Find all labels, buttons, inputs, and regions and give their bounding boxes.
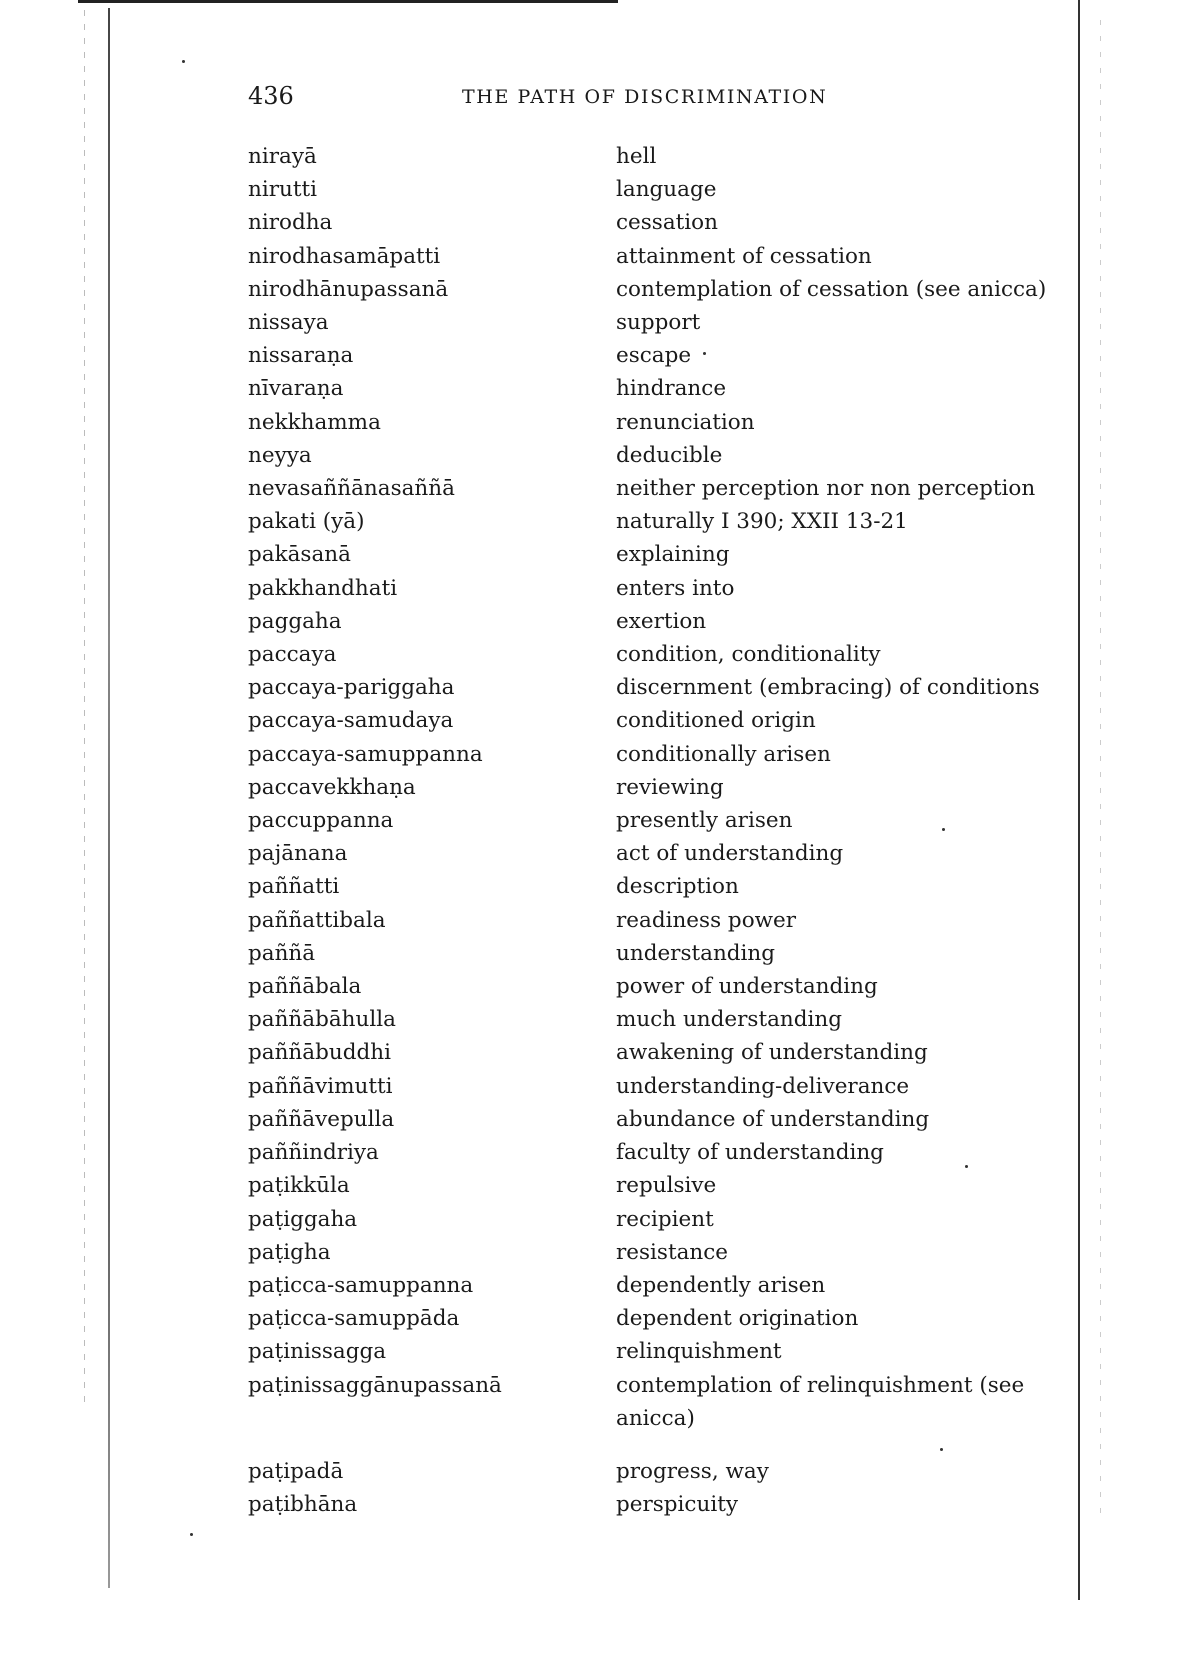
english-definition: abundance of understanding bbox=[616, 1106, 930, 1132]
english-definition: conditionally arisen bbox=[616, 741, 831, 767]
glossary-entry bbox=[248, 306, 1068, 339]
pali-term: paṭicca-samuppāda bbox=[248, 1306, 460, 1332]
glossary-entry bbox=[248, 505, 1068, 538]
glossary-entry bbox=[248, 704, 1068, 737]
glossary-entry bbox=[248, 273, 1068, 306]
pali-term: paṭikkūla bbox=[248, 1173, 350, 1199]
glossary-entry bbox=[248, 738, 1068, 771]
pali-term: pakāsanā bbox=[248, 542, 351, 568]
pali-term: paññāvepulla bbox=[248, 1106, 395, 1132]
pali-term: paggaha bbox=[248, 608, 342, 634]
pali-term: paccaya-samudaya bbox=[248, 708, 454, 734]
running-title: THE PATH OF DISCRIMINATION bbox=[462, 86, 828, 108]
pali-term: paññābāhulla bbox=[248, 1007, 396, 1033]
pali-term: paññāvimutti bbox=[248, 1073, 393, 1099]
english-definition: understanding-deliverance bbox=[616, 1073, 910, 1099]
english-definition: cessation bbox=[616, 210, 718, 236]
pali-term: paññā bbox=[248, 940, 316, 966]
english-definition: reviewing bbox=[616, 774, 724, 800]
pali-term: paccaya-pariggaha bbox=[248, 675, 455, 701]
english-definition: hindrance bbox=[616, 376, 727, 402]
glossary-entry bbox=[248, 1103, 1068, 1136]
glossary-entry bbox=[248, 837, 1068, 870]
scan-edge-left-faint bbox=[84, 10, 85, 1410]
pali-term: paṭinissaggānupassanā bbox=[248, 1372, 502, 1398]
glossary-entry bbox=[248, 140, 1068, 173]
scan-edge-left bbox=[108, 8, 110, 1588]
glossary-entry bbox=[248, 1488, 1068, 1521]
scan-edge-top bbox=[78, 0, 618, 3]
glossary-entry bbox=[248, 1003, 1068, 1036]
glossary-entry bbox=[248, 1203, 1068, 1236]
glossary-entry bbox=[248, 572, 1068, 605]
english-definition: faculty of understanding bbox=[616, 1140, 884, 1166]
english-definition: recipient bbox=[616, 1206, 714, 1232]
scan-speck bbox=[182, 60, 185, 63]
glossary-entry bbox=[248, 1269, 1068, 1302]
glossary-entry bbox=[248, 1335, 1068, 1368]
english-definition: progress, way bbox=[616, 1458, 769, 1484]
glossary-entry bbox=[248, 240, 1068, 273]
pali-term: nevasaññānasaññā bbox=[248, 476, 455, 502]
pali-term: paṭinissagga bbox=[248, 1339, 387, 1365]
glossary-list bbox=[248, 140, 1068, 1521]
english-definition: attainment of cessation bbox=[616, 243, 872, 269]
pali-term: pakati (yā) bbox=[248, 509, 365, 535]
pali-term: paññābuddhi bbox=[248, 1040, 391, 1066]
pali-term: paṭicca-samuppanna bbox=[248, 1272, 474, 1298]
pali-term: pajānana bbox=[248, 841, 348, 867]
english-definition: neither perception nor non perception bbox=[616, 476, 1036, 502]
english-definition: deducible bbox=[616, 442, 723, 468]
english-definition: repulsive bbox=[616, 1173, 717, 1199]
glossary-entry bbox=[248, 1070, 1068, 1103]
pali-term: nirodhānupassanā bbox=[248, 276, 449, 302]
pali-term: paccavekkhaṇa bbox=[248, 774, 416, 800]
glossary-entry bbox=[248, 406, 1068, 439]
glossary-entry bbox=[248, 870, 1068, 903]
english-definition: condition, conditionality bbox=[616, 642, 881, 668]
page-header bbox=[248, 82, 888, 118]
english-definition: readiness power bbox=[616, 907, 797, 933]
pali-term: nirodhasamāpatti bbox=[248, 243, 441, 269]
pali-term: paṭigha bbox=[248, 1239, 331, 1265]
english-definition: explaining bbox=[616, 542, 730, 568]
pali-term: paññatti bbox=[248, 874, 340, 900]
english-definition: exertion bbox=[616, 608, 707, 634]
pali-term: nissaya bbox=[248, 310, 329, 336]
pali-term: pakkhandhati bbox=[248, 575, 398, 601]
pali-term: paññindriya bbox=[248, 1140, 379, 1166]
pali-term: paṭiggaha bbox=[248, 1206, 358, 1232]
pali-term: nissaraṇa bbox=[248, 343, 354, 369]
pali-term: paccuppanna bbox=[248, 808, 394, 834]
glossary-entry bbox=[248, 538, 1068, 571]
english-definition: perspicuity bbox=[616, 1492, 738, 1518]
english-definition: support bbox=[616, 310, 701, 336]
pali-term: paṭibhāna bbox=[248, 1492, 358, 1518]
english-definition: relinquishment bbox=[616, 1339, 782, 1365]
pali-term: nirayā bbox=[248, 144, 317, 169]
glossary-entry bbox=[248, 439, 1068, 472]
english-definition: contemplation of cessation (see anicca) bbox=[616, 276, 1047, 302]
glossary-entry bbox=[248, 1302, 1068, 1335]
english-definition: enters into bbox=[616, 575, 735, 601]
pali-term: paccaya bbox=[248, 642, 337, 668]
page-number: 436 bbox=[248, 82, 294, 110]
scan-speck bbox=[190, 1533, 193, 1536]
english-definition: naturally I 390; XXII 13-21 bbox=[616, 509, 908, 535]
glossary-entry bbox=[248, 1036, 1068, 1069]
pali-term: paccaya-samuppanna bbox=[248, 741, 483, 767]
english-definition: understanding bbox=[616, 940, 776, 966]
glossary-entry bbox=[248, 372, 1068, 405]
pali-term: nirutti bbox=[248, 177, 318, 203]
glossary-entry bbox=[248, 771, 1068, 804]
scan-edge-right bbox=[1078, 0, 1080, 1600]
english-definition: discernment (embracing) of conditions bbox=[616, 675, 1040, 701]
pali-term: nirodha bbox=[248, 210, 333, 236]
english-definition: contemplation of relinquishment (see anicca) bbox=[616, 1372, 1025, 1431]
glossary-entry bbox=[248, 1236, 1068, 1269]
glossary-entry bbox=[248, 804, 1068, 837]
glossary-entry bbox=[248, 1455, 1068, 1488]
pali-term: neyya bbox=[248, 442, 312, 468]
pali-term: paṭipadā bbox=[248, 1458, 344, 1484]
glossary-entry bbox=[248, 1169, 1068, 1202]
scan-edge-right-faint bbox=[1100, 20, 1101, 1520]
english-definition: much understanding bbox=[616, 1007, 843, 1033]
glossary-entry bbox=[248, 638, 1068, 671]
glossary-entry bbox=[248, 472, 1068, 505]
glossary-entry bbox=[248, 206, 1068, 239]
glossary-entry bbox=[248, 937, 1068, 970]
glossary-entry bbox=[248, 1369, 1068, 1435]
glossary-entry bbox=[248, 1136, 1068, 1169]
glossary-entry bbox=[248, 671, 1068, 704]
glossary-entry bbox=[248, 970, 1068, 1003]
glossary-entry bbox=[248, 339, 1068, 372]
english-definition: awakening of understanding bbox=[616, 1040, 928, 1066]
english-definition: hell bbox=[616, 144, 657, 169]
english-definition: dependent origination bbox=[616, 1306, 859, 1332]
glossary-entry bbox=[248, 173, 1068, 206]
pali-term: nīvaraṇa bbox=[248, 376, 344, 402]
english-definition: conditioned origin bbox=[616, 708, 816, 734]
english-definition: escape bbox=[616, 343, 692, 369]
english-definition: language bbox=[616, 177, 717, 203]
english-definition: presently arisen bbox=[616, 808, 793, 834]
english-definition: resistance bbox=[616, 1239, 729, 1265]
pali-term: paññābala bbox=[248, 974, 362, 1000]
glossary-entry bbox=[248, 605, 1068, 638]
english-definition: act of understanding bbox=[616, 841, 844, 867]
pali-term: paññattibala bbox=[248, 907, 386, 933]
glossary-entry bbox=[248, 904, 1068, 937]
english-definition: power of understanding bbox=[616, 974, 878, 1000]
english-definition: description bbox=[616, 874, 739, 900]
english-definition: renunciation bbox=[616, 409, 755, 435]
english-definition: dependently arisen bbox=[616, 1272, 826, 1298]
pali-term: nekkhamma bbox=[248, 409, 381, 435]
